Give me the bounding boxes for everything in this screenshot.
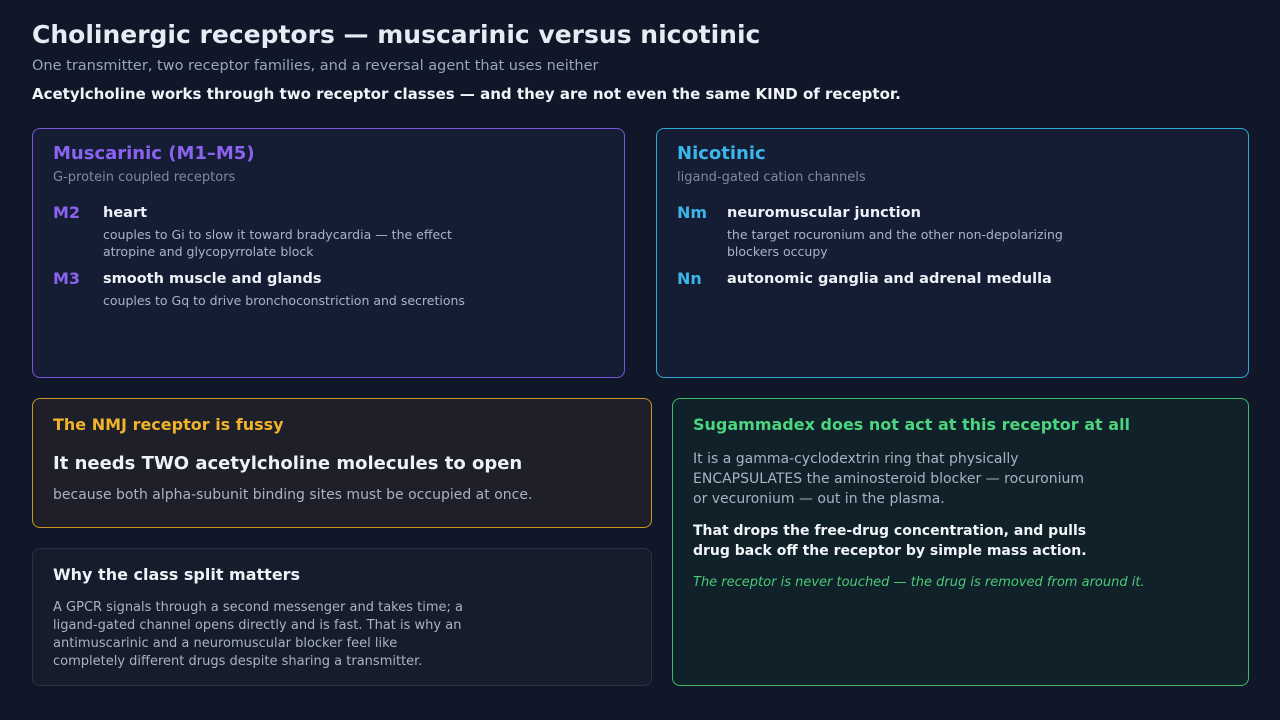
nmj-fussy-detail: because both alpha-subunit binding sites must be occupied at once. <box>53 487 533 503</box>
sugammadex-mechanism: It is a gamma-cyclodextrin ring that physically ENCAPSULATES the aminosteroid blocker — rocuronium or vecuronium — out in the plasma. <box>693 451 1084 507</box>
muscarinic-subtitle: G-protein coupled receptors <box>53 170 236 185</box>
class-split-card <box>32 548 652 686</box>
receptor-code: Nn <box>677 269 702 288</box>
receptor-code: Nm <box>677 203 708 222</box>
receptor-description: couples to Gi to slow it toward bradycardia — the effect atropine and glycopyrrolate block <box>103 227 452 259</box>
receptor-description: couples to Gq to drive bronchoconstriction and secretions <box>103 293 465 308</box>
nmj-fussy-title: The NMJ receptor is fussy <box>53 415 284 434</box>
sugammadex-mass-action: That drops the free-drug concentration, and pulls drug back off the receptor by simple mass action. <box>693 523 1087 559</box>
page-lede: Acetylcholine works through two receptor classes — and they are not even the same KIND of receptor. <box>32 85 901 103</box>
nmj-fussy-headline: It needs TWO acetylcholine molecules to open <box>53 453 523 474</box>
nicotinic-subtitle: ligand-gated cation channels <box>677 170 866 185</box>
receptor-code: M3 <box>53 269 81 288</box>
muscarinic-card <box>32 128 625 378</box>
receptor-code: M2 <box>53 203 81 222</box>
sugammadex-card <box>672 398 1249 686</box>
page-title: Cholinergic receptors — muscarinic versus nicotinic <box>32 20 761 49</box>
page-subtitle: One transmitter, two receptor families, and a reversal agent that uses neither <box>32 58 599 74</box>
receptor-name: autonomic ganglia and adrenal medulla <box>727 271 1052 287</box>
class-split-title: Why the class split matters <box>53 565 301 584</box>
sugammadex-note: The receptor is never touched — the drug is removed from around it. <box>693 575 1145 590</box>
receptor-name: smooth muscle and glands <box>103 271 322 287</box>
nmj-fussy-card <box>32 398 652 528</box>
muscarinic-title: Muscarinic (M1–M5) <box>53 143 255 164</box>
receptor-name: neuromuscular junction <box>727 205 921 221</box>
class-split-body: A GPCR signals through a second messenger and takes time; a ligand-gated channel opens directly and is fast. That is why an antimuscarinic and a neuromuscular blocker feel like completely different drugs despite sharing a transmitter. <box>53 600 463 669</box>
sugammadex-title: Sugammadex does not act at this receptor at all <box>693 415 1131 434</box>
nicotinic-title: Nicotinic <box>677 143 766 164</box>
receptor-description: the target rocuronium and the other non-depolarizing blockers occupy <box>727 227 1063 259</box>
nicotinic-card <box>656 128 1249 378</box>
receptor-name: heart <box>103 205 148 221</box>
